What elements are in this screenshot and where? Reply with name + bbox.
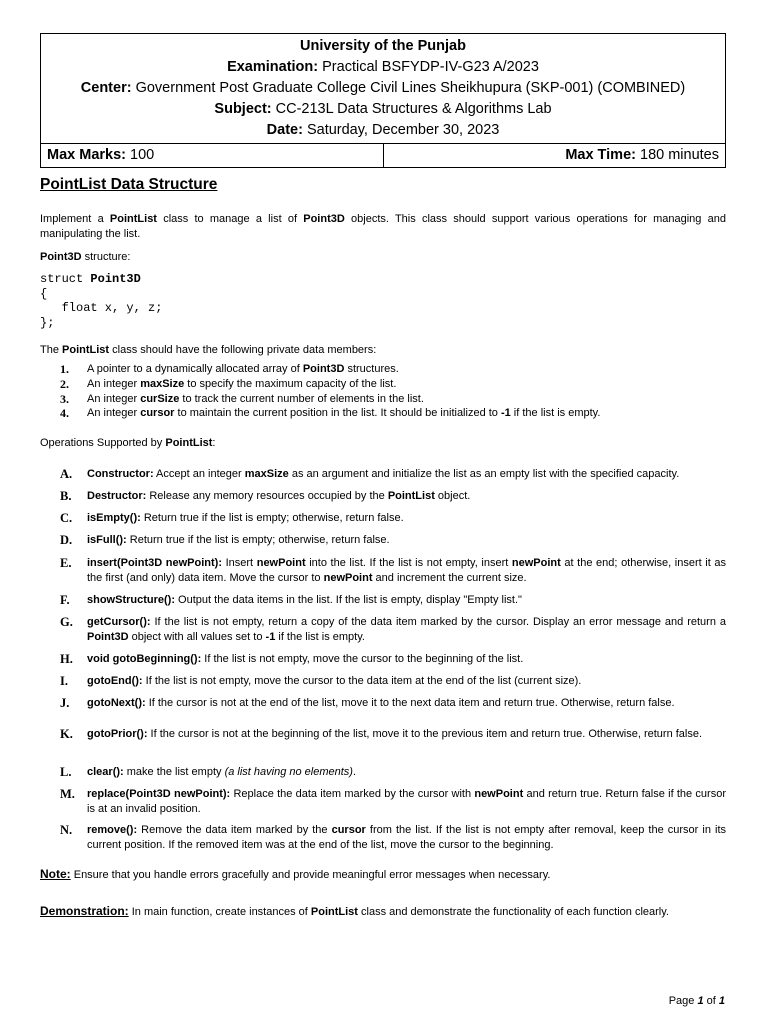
demonstration-paragraph: Demonstration: In main function, create instances of PointList class and demonstrate the functionality of each function clearly. <box>40 904 669 918</box>
list-item: E. insert(Point3D newPoint): Insert newPoint into the list. If the list is not empty, insert newPoint at the end; otherwise, insert it as the first (and only) data item. Move the cursor to newPoint and increment the current size. <box>60 556 727 584</box>
page-number: Page 1 of 1 <box>668 995 725 1007</box>
list-item: I. gotoEnd(): If the list is not empty, move the cursor to the data item at the end of the list (current size). <box>60 674 582 688</box>
page-title: PointList Data Structure <box>40 176 218 193</box>
list-item: C. isEmpty(): Return true if the list is empty; otherwise, return false. <box>60 511 404 525</box>
list-item: H. void gotoBeginning(): If the list is not empty, move the cursor to the beginning of the list. <box>60 652 524 666</box>
list-item: J. gotoNext(): If the cursor is not at the end of the list, move it to the next data item and return true. Otherwise, return false. <box>60 696 675 710</box>
note-paragraph: Note: Ensure that you handle errors gracefully and provide meaningful error messages when necessary. <box>40 867 551 881</box>
examination-line: Examination: Practical BSFYDP-IV-G23 A/2023 <box>227 59 539 75</box>
list-item: N. remove(): Remove the data item marked by the cursor from the list. If the list is not empty after removal, keep the cursor in its current position. If the removed item was at the end of the list, move the cursor to the beginning. <box>60 823 726 851</box>
list-item: 4. An integer cursor to maintain the current position in the list. It should be initialized to -1 if the list is empty. <box>60 406 601 421</box>
university-name: University of the Punjab <box>300 38 466 54</box>
structure-label: Point3D structure: <box>40 251 131 263</box>
list-item: 2. An integer maxSize to specify the maximum capacity of the list. <box>60 376 397 391</box>
list-item: L. clear(): make the list empty (a list having no elements). <box>60 765 357 779</box>
members-list <box>60 362 726 421</box>
members-intro: The PointList class should have the following private data members: <box>40 344 377 356</box>
list-item: M. replace(Point3D newPoint): Replace the data item marked by the cursor with newPoint and return true. Return false if the cursor is at an invalid position. <box>60 787 726 815</box>
list-item: B. Destructor: Release any memory resources occupied by the PointList object. <box>60 489 471 503</box>
operations-intro: Operations Supported by PointList: <box>40 437 216 449</box>
max-marks: Max Marks: 100 <box>47 147 155 163</box>
max-time: Max Time: 180 minutes <box>383 144 726 167</box>
list-item: A. Constructor: Accept an integer maxSize as an argument and initialize the list as an empty list with the specified capacity. <box>60 467 680 481</box>
code-block: struct Point3D { float x, y, z; }; <box>40 272 163 330</box>
subject-line: Subject: CC-213L Data Structures & Algorithms Lab <box>214 101 552 117</box>
exam-header <box>40 33 726 168</box>
marks-time-row <box>41 143 725 167</box>
list-item: F. showStructure(): Output the data items in the list. If the list is empty, display "Empty list." <box>60 593 522 607</box>
intro-paragraph: Implement a PointList class to manage a list of Point3D objects. This class should support various operations for managing and manipulating the list. <box>40 213 726 240</box>
center-line: Center: Government Post Graduate College Civil Lines Sheikhupura (SKP-001) (COMBINED) <box>80 80 686 96</box>
list-item: 3. An integer curSize to track the current number of elements in the list. <box>60 391 424 406</box>
date-line: Date: Saturday, December 30, 2023 <box>266 122 500 138</box>
list-item: D. isFull(): Return true if the list is empty; otherwise, return false. <box>60 533 390 547</box>
list-item: G. getCursor(): If the list is not empty, return a copy of the data item marked by the cursor. Display an error message and return a Point3D object with all values set to -1 if the list is empty. <box>60 615 726 643</box>
list-item: 1. A pointer to a dynamically allocated array of Point3D structures. <box>60 362 399 376</box>
list-item: K. gotoPrior(): If the cursor is not at the beginning of the list, move it to the previous item and return true. Otherwise, return false. <box>60 727 703 741</box>
